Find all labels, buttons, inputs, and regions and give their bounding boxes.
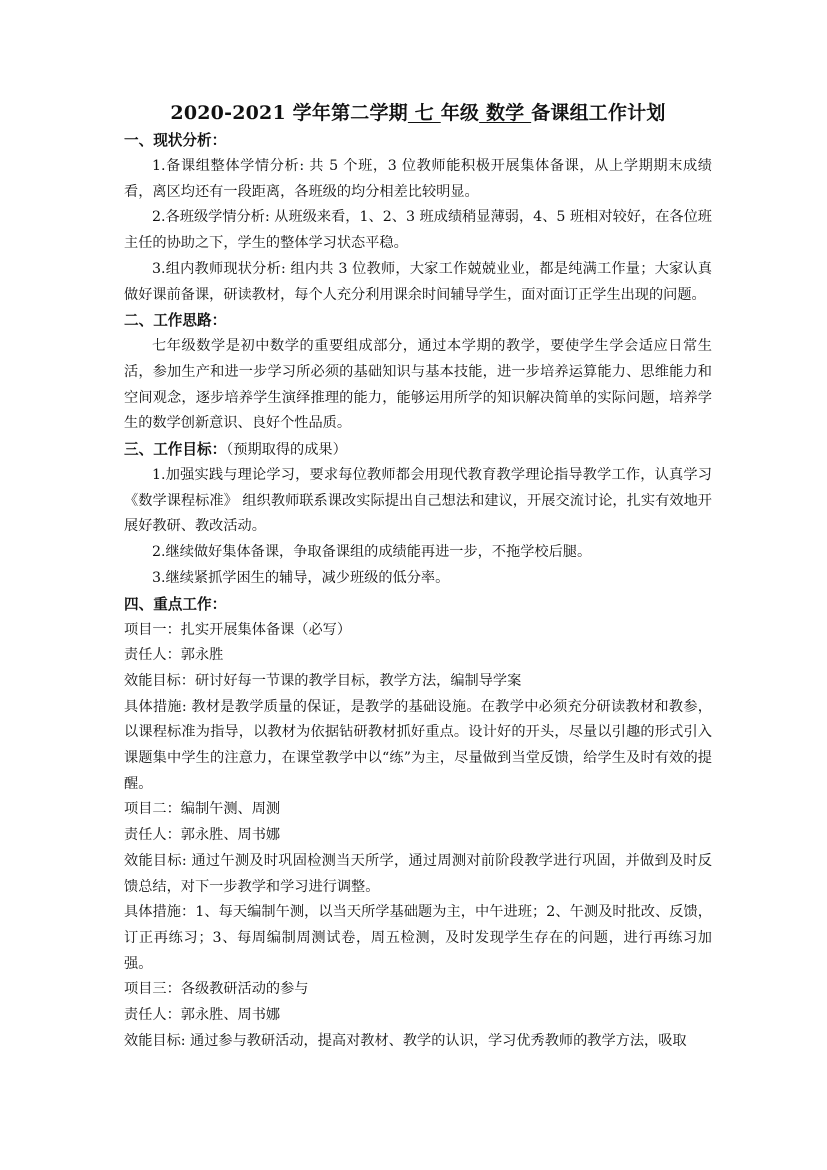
project-3-title: 项目三：各级教研活动的参与 [124,981,309,998]
project-3-goal: 效能目标: 通过参与教研活动，提高对教材、教学的认识，学习优秀教师的教学方法，吸取 [124,1032,687,1049]
status-paragraph-2: 2.各班级学情分析: 从班级来看，1、2、3 班成绩稍显薄弱，4、5 班相对较好，在各位班主任的协助之下，学生的整体学习状态平稳。 [124,209,712,252]
goals-heading-text: 三、工作目标： [124,441,227,459]
goals-paragraph-3: 3.继续紧抓学困生的辅导，减少班级的低分率。 [152,569,450,586]
section-heading-status: 一、现状分析： [124,132,227,149]
project-2-goal: 效能目标: 通过午测及时巩固检测当天所学，通过周测对前阶段教学进行巩固，并做到及时反馈总结，对下一步教学和学习进行调整。 [124,852,712,895]
project-2-title: 项目二：编制午测、周测 [124,801,281,818]
project-1-goal: 效能目标：研讨好每一节课的教学目标，教学方法，编制导学案 [124,672,522,689]
document-title [124,98,712,128]
title-prefix: 2020-2021 学年第二学期 [170,102,408,124]
title-suffix: 备课组工作计划 [531,102,666,124]
goals-paragraph-1: 1.加强实践与理论学习，要求每位教师都会用现代教育教学理论指导教学工作，认真学习《数学课程标准》 组织教师联系课改实际提出自己想法和建议，开展交流讨论，扎实有效地开展好教研、教改活动。 [124,467,712,535]
approach-paragraph: 七年级数学是初中数学的重要组成部分，通过本学期的教学，要使学生学会适应日常生活，参加生产和进一步学习所必须的基础知识与基本技能，进一步培养运算能力、思维能力和空间观念，逐步培养学生演绎推理的能力，能够运用所学的知识解决简单的实际问题，培养学生的数学创新意识、良好个性品质。 [124,338,712,432]
status-paragraph-1: 1.备课组整体学情分析: 共 5 个班，3 位教师能积极开展集体备课，从上学期期末成绩看，离区均还有一段距离，各班级的均分相差比较明显。 [124,158,712,200]
goals-paragraph-2: 2.继续做好集体备课，争取备课组的成绩能再进一步，不拖学校后腿。 [152,544,592,561]
status-paragraph-3: 3.组内教师现状分析: 组内共 3 位教师，大家工作兢兢业业，都是纯满工作量；大家认真做好课前备课，研读教材，每个人充分利用课余时间辅导学生，面对面订正学生出现的问题。 [124,260,712,303]
section-heading-goals [124,437,712,463]
project-2-measures: 具体措施：1、每天编制午测，以当天所学基础题为主，中午进班；2、午测及时批改、反馈，订正再练习；3、每周编制周测试卷，周五检测，及时发现学生存在的问题，进行再练习加强。 [124,904,712,972]
project-2-owner: 责任人：郭永胜、周书娜 [124,827,281,844]
title-grade-suffix: 年级 [440,102,480,124]
project-1-measures: 具体措施: 教材是教学质量的保证，是教学的基础设施。在教学中必须充分研读教材和教参，以课程标准为指导，以教材为依据钻研教材抓好重点。设计好的开头，尽量以引趣的形式引入课题集中学生的注意力，在课堂教学中以“练”为主，尽量做到当堂反馈，给学生及时有效的提醒。 [124,698,712,792]
title-subject: 数学 [479,102,532,124]
goals-heading-note: （预期取得的成果） [226,442,347,459]
document-body [124,98,712,1054]
section-heading-key-work: 四、重点工作： [124,595,227,613]
section-heading-approach: 二、工作思路： [124,312,227,330]
project-1-owner: 责任人：郭永胜 [124,647,224,664]
project-1-title: 项目一：扎实开展集体备课（必写） [124,621,352,638]
title-grade: 七 [407,102,441,124]
project-3-owner: 责任人：郭永胜、周书娜 [124,1007,281,1023]
